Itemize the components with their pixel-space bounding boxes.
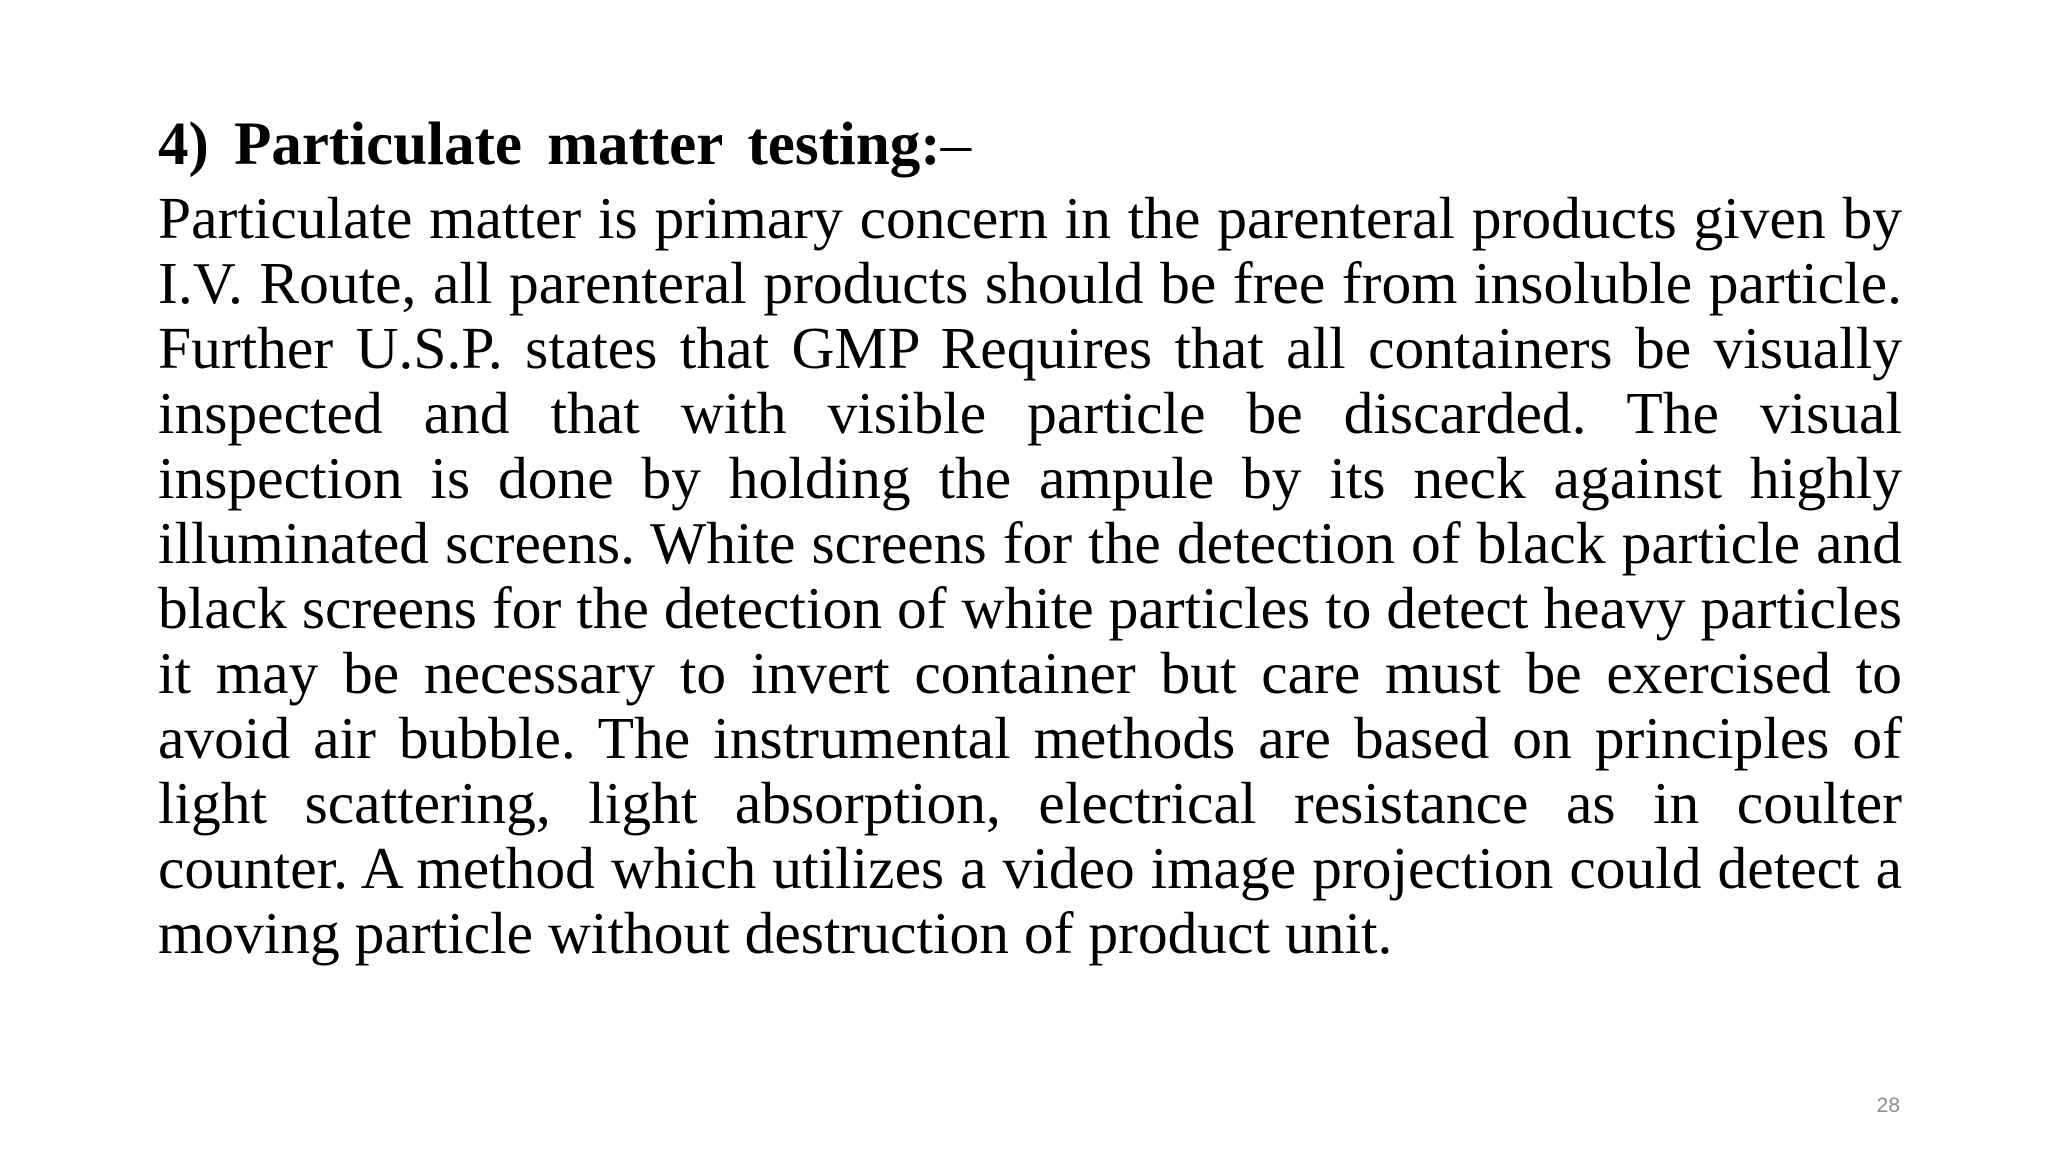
body-paragraph: Particulate matter is primary concern in the parenteral products given by I.V. Route, all parenteral products should be free from insoluble particle. Further U.S.P. states that GMP Requires that all containers be visually inspected and that with visible particle be discarded. The visual inspection is done by holding the ampule by its neck against highly illuminated screens. White screens for the detection of black particle and black screens for the detection of white particles to detect heavy particles it may be necessary to invert container but care must be exercised to avoid air bubble. The instrumental methods are based on principles of light scattering, light absorption, electrical resistance as in coulter counter. A method which utilizes a video image projection could detect a moving particle without destruction of product unit.	[158, 185, 1902, 966]
slide-content	[158, 110, 1902, 966]
slide-heading	[158, 110, 1902, 180]
heading-dash: –	[940, 111, 972, 178]
page-number: 28	[1876, 1094, 1900, 1117]
heading-title: 4) Particulate matter testing:	[158, 111, 941, 178]
